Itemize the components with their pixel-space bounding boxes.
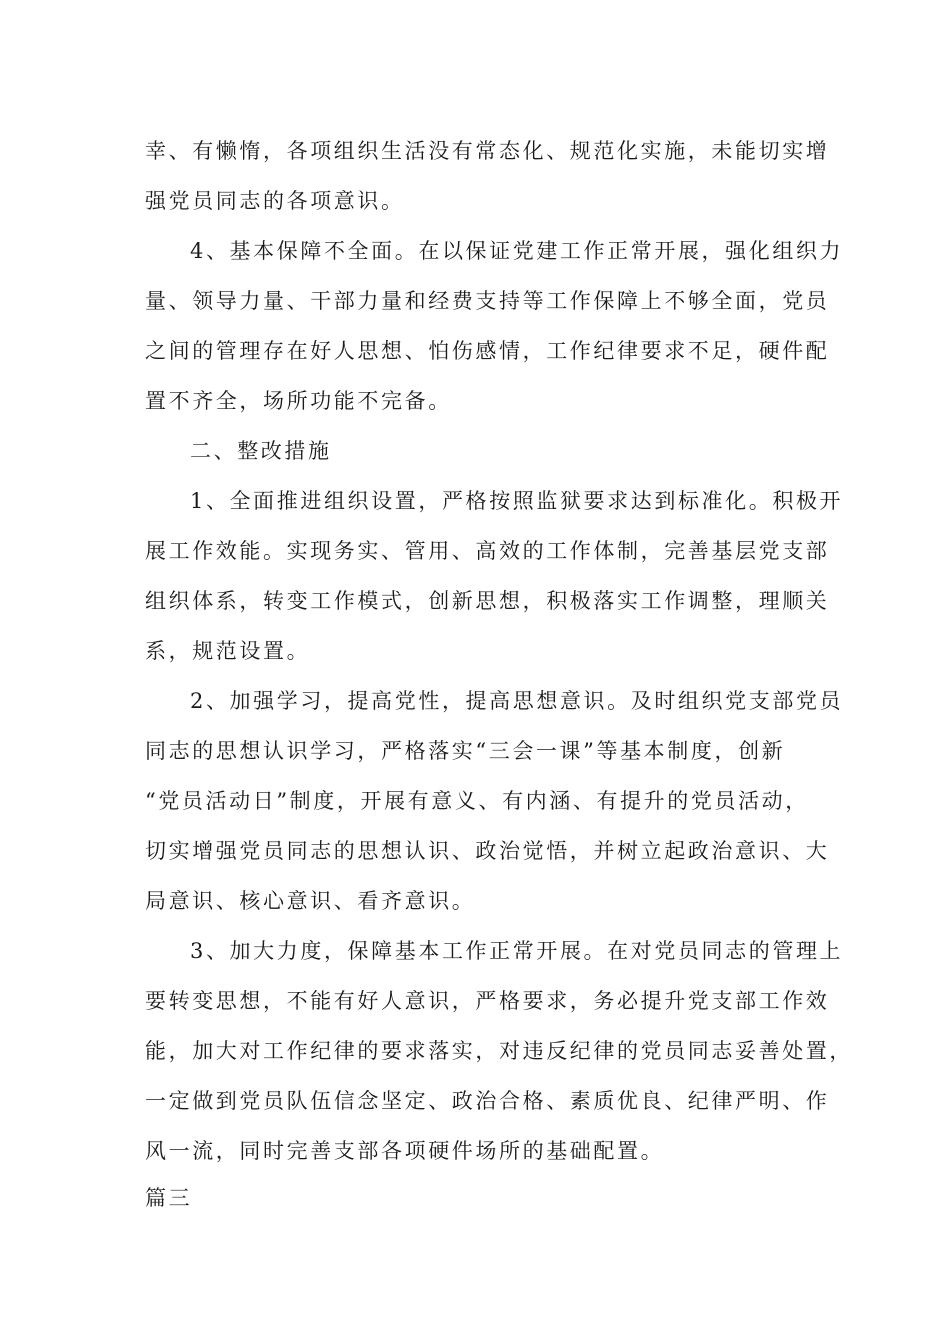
section-title-part-three: 篇三 <box>145 1186 193 1210</box>
section-heading-rectification: 二、整改措施 <box>190 439 332 463</box>
text-line: “党员活动日”制度，开展有意义、有内涵、有提升的党员活动， <box>145 789 809 813</box>
text-line: 强党员同志的各项意识。 <box>145 189 405 213</box>
text-line: 量、领导力量、干部力量和经费支持等工作保障上不够全面，党员 <box>145 289 830 313</box>
text-line: 置不齐全，场所功能不完备。 <box>145 389 452 413</box>
text-line: 切实增强党员同志的思想认识、政治觉悟，并树立起政治意识、大 <box>145 839 830 863</box>
paragraph-4-start: 4、基本保障不全面。在以保证党建工作正常开展，强化组织力 <box>190 239 844 263</box>
text-line: 之间的管理存在好人思想、怕伤感情，工作纪律要求不足，硬件配 <box>145 339 830 363</box>
measure-1-start: 1、全面推进组织设置，严格按照监狱要求达到标准化。积极开 <box>190 489 844 513</box>
text-line: 局意识、核心意识、看齐意识。 <box>145 889 476 913</box>
text-line: 同志的思想认识学习，严格落实“三会一课”等基本制度，创新 <box>145 739 786 763</box>
measure-3-start: 3、加大力度，保障基本工作正常开展。在对党员同志的管理上 <box>190 939 844 963</box>
text-line: 系，规范设置。 <box>145 639 311 663</box>
text-line: 组织体系，转变工作模式，创新思想，积极落实工作调整，理顺关 <box>145 589 830 613</box>
text-line: 风一流，同时完善支部各项硬件场所的基础配置。 <box>145 1139 665 1163</box>
text-line: 展工作效能。实现务实、管用、高效的工作体制，完善基层党支部 <box>145 539 830 563</box>
text-line: 要转变思想，不能有好人意识，严格要求，务必提升党支部工作效 <box>145 989 830 1013</box>
text-line: 幸、有懒惰，各项组织生活没有常态化、规范化实施，未能切实增 <box>145 139 830 163</box>
text-line: 一定做到党员队伍信念坚定、政治合格、素质优良、纪律严明、作 <box>145 1089 830 1113</box>
text-line: 能，加大对工作纪律的要求落实，对违反纪律的党员同志妥善处置， <box>145 1039 853 1063</box>
measure-2-start: 2、加强学习，提高党性，提高思想意识。及时组织党支部党员 <box>190 689 844 713</box>
